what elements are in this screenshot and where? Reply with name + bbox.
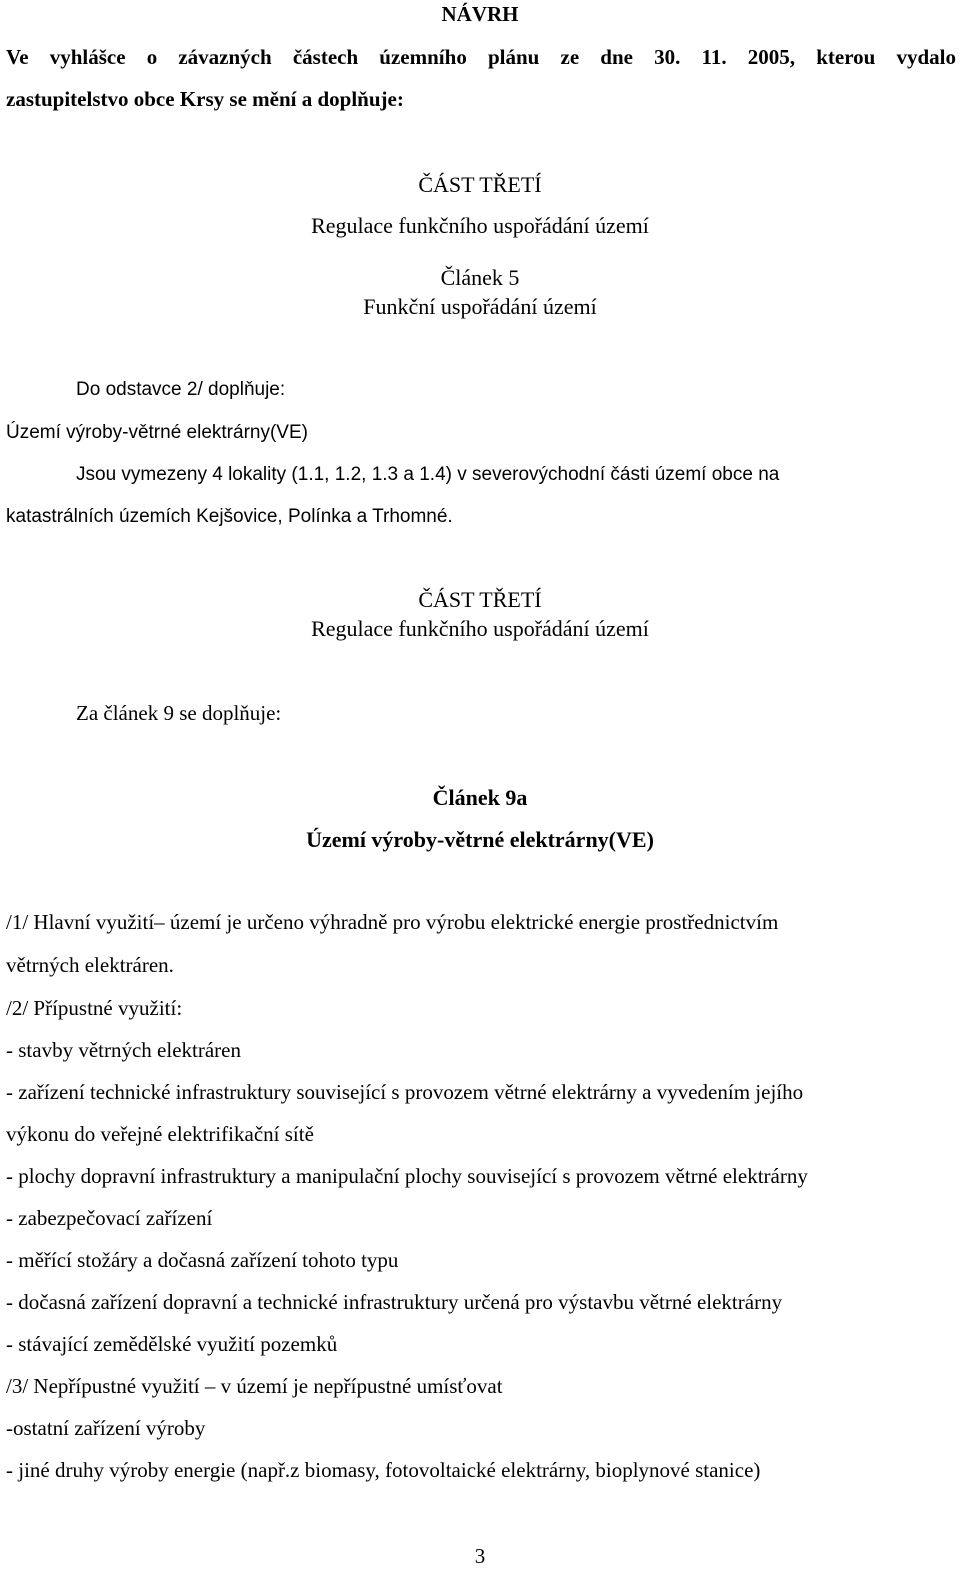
list-item: - jiné druhy výroby energie (např.z biomasy, fotovoltaické elektrárny, bioplynové stanice): [6, 1458, 761, 1482]
page-number: 3: [474, 1544, 486, 1568]
document-title: NÁVRH: [441, 2, 519, 26]
rule-1-line-1: /1/ Hlavní využití– území je určeno výhradně pro výrobu elektrické energie prostřednictvím: [6, 910, 779, 934]
list-item: - stavby větrných elektráren: [6, 1038, 241, 1062]
list-item: - plochy dopravní infrastruktury a manipulační plochy související s provozem větrné elektrárny: [6, 1164, 808, 1188]
list-item-continuation: výkonu do veřejné elektrifikační sítě: [6, 1122, 314, 1146]
intro-line-1: Ve vyhlášce o závazných částech územního plánu ze dne 30. 11. 2005, kterou vydalo: [6, 45, 956, 69]
part-heading: ČÁST TŘETÍ: [418, 172, 542, 197]
rule-1-line-2: větrných elektráren.: [6, 953, 174, 977]
part-subheading: Regulace funkčního uspořádání území: [311, 213, 649, 238]
article-9a-subtitle: Území výroby-větrné elektrárny(VE): [306, 827, 654, 852]
part-heading-2: ČÁST TŘETÍ: [418, 587, 542, 612]
amendment-line-2: Území výroby-větrné elektrárny(VE): [6, 422, 308, 443]
list-item: - měřící stožáry a dočasná zařízení tohoto typu: [6, 1248, 399, 1272]
amendment-line-4: katastrálních územích Kejšovice, Polínka a Trhomné.: [6, 506, 453, 527]
amendment-article-9: Za článek 9 se doplňuje:: [76, 701, 282, 725]
rule-2-heading: /2/ Přípustné využití:: [6, 996, 183, 1020]
rule-3-heading: /3/ Nepřípustné využití – v území je nepřípustné umísťovat: [6, 1374, 503, 1398]
list-item: - zařízení technické infrastruktury související s provozem větrné elektrárny a vyvedením jejího: [6, 1080, 804, 1104]
amendment-line-3: Jsou vymezeny 4 lokality (1.1, 1.2, 1.3 a 1.4) v severovýchodní části území obce na: [76, 464, 780, 485]
amendment-line-1: Do odstavce 2/ doplňuje:: [76, 379, 286, 400]
article-title: Funkční uspořádání území: [363, 294, 597, 319]
list-item: -ostatní zařízení výroby: [6, 1416, 206, 1440]
intro-line-2: zastupitelstvo obce Krsy se mění a doplňuje:: [6, 87, 404, 111]
list-item: - stávající zemědělské využití pozemků: [6, 1332, 338, 1356]
article-9a-title: Článek 9a: [432, 785, 528, 810]
list-item: - zabezpečovací zařízení: [6, 1206, 213, 1230]
part-subheading-2: Regulace funkčního uspořádání území: [311, 616, 649, 641]
list-item: - dočasná zařízení dopravní a technické infrastruktury určená pro výstavbu větrné elektrárny: [6, 1290, 783, 1314]
article-heading: Článek 5: [440, 265, 520, 290]
